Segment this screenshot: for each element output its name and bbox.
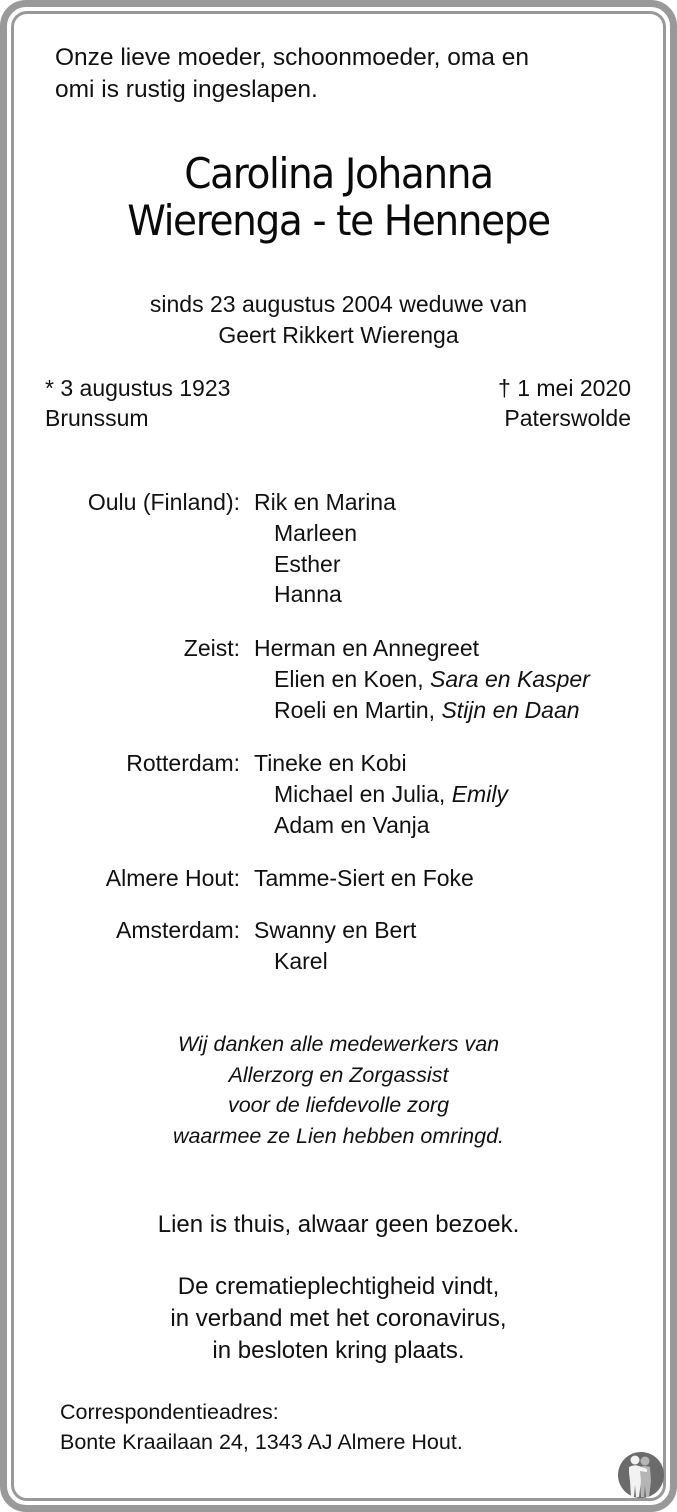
- thanks-text: [0, 1029, 677, 1151]
- cremation-line: in besloten kring plaats.: [212, 1337, 465, 1364]
- name-line-1: Carolina Johanna: [184, 149, 493, 198]
- widow-note: [0, 289, 677, 351]
- family-location: Amsterdam:: [116, 917, 240, 943]
- family-head: Swanny en Bert: [254, 917, 417, 943]
- widow-line-2: Geert Rikkert Wierenga: [218, 322, 459, 348]
- cremation-line: in verband met het coronavirus,: [170, 1305, 507, 1332]
- family-head: Tineke en Kobi: [254, 750, 407, 776]
- widow-line-1: sinds 23 augustus 2004 weduwe van: [149, 291, 528, 317]
- family-head: Tamme-Siert en Foke: [254, 865, 474, 891]
- family-child: Roeli en Martin, Stijn en Daan: [274, 697, 580, 723]
- deceased-name: [24, 150, 654, 244]
- family-head: Herman en Annegreet: [254, 635, 480, 661]
- thanks-line: Wij danken alle medewerkers van: [177, 1032, 500, 1056]
- family-child: Hanna: [274, 581, 342, 607]
- cremation-line: De crematieplechtigheid vindt,: [177, 1273, 500, 1300]
- birth-info: [45, 373, 230, 433]
- address-value: Bonte Kraailaan 24, 1343 AJ Almere Hout.: [60, 1430, 463, 1454]
- family-child: Elien en Koen, Sara en Kasper: [274, 666, 590, 692]
- death-date: † 1 mei 2020: [498, 375, 631, 401]
- family-child: Michael en Julia, Emily: [274, 781, 508, 807]
- thanks-line: voor de liefdevolle zorg: [227, 1093, 450, 1117]
- family-location: Oulu (Finland):: [87, 489, 240, 515]
- birth-date: * 3 augustus 1923: [45, 375, 231, 401]
- intro-text: [55, 42, 645, 106]
- family-location: Almere Hout:: [105, 865, 240, 891]
- family-location: Zeist:: [183, 635, 240, 661]
- embracing-figures-logo-icon: [617, 1451, 665, 1499]
- address-label: Correspondentieadres:: [60, 1400, 279, 1424]
- death-info: [498, 373, 631, 433]
- family-head: Rik en Marina: [254, 489, 396, 515]
- death-place: Paterswolde: [504, 405, 631, 431]
- cremation-note: [0, 1271, 677, 1367]
- birth-place: Brunssum: [45, 405, 149, 431]
- family-child: Esther: [274, 551, 341, 577]
- family-child: Karel: [274, 948, 328, 974]
- family-location: Rotterdam:: [126, 750, 240, 776]
- thanks-line: waarmee ze Lien hebben omringd.: [172, 1123, 505, 1148]
- correspondence-address: [60, 1397, 463, 1457]
- family-child: Marleen: [274, 520, 358, 546]
- visit-note: Lien is thuis, alwaar geen bezoek.: [157, 1211, 520, 1238]
- intro-line: omi is rustig ingeslapen.: [55, 76, 318, 103]
- intro-line: Onze lieve moeder, schoonmoeder, oma en: [55, 44, 529, 71]
- thanks-line: Allerzorg en Zorgassist: [228, 1062, 449, 1087]
- family-child: Adam en Vanja: [274, 812, 430, 838]
- name-line-2: Wierenga - te Hennepe: [127, 196, 550, 245]
